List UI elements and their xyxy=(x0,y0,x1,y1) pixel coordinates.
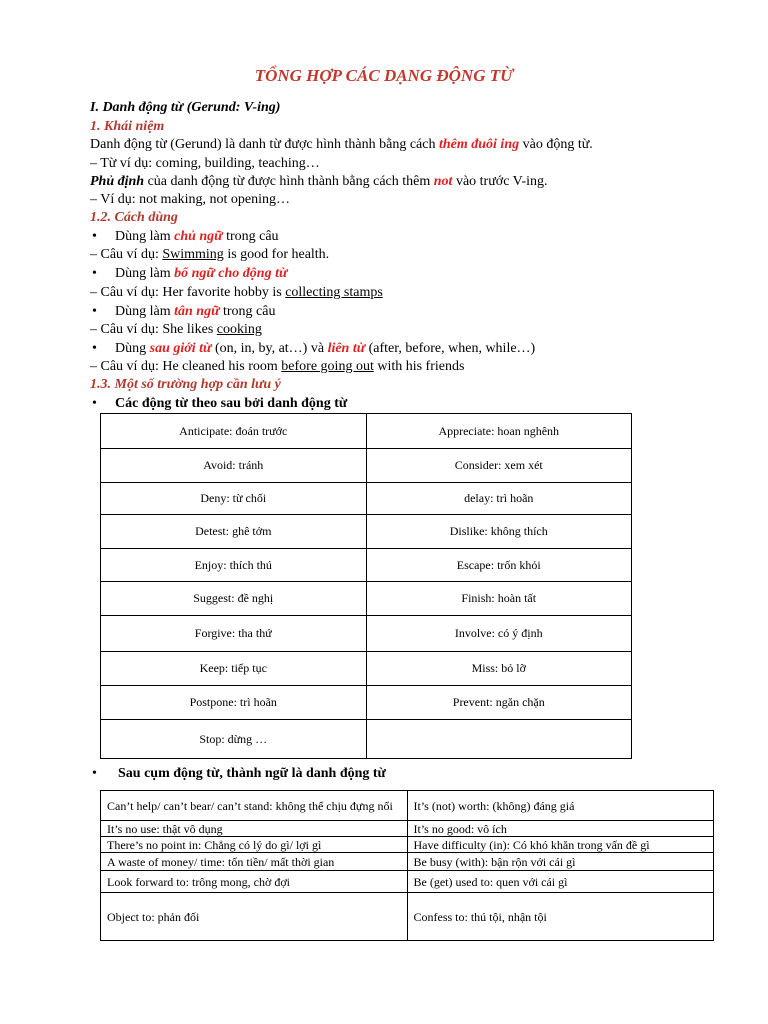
table-cell: Can’t help/ can’t bear/ can’t stand: không thể chịu đựng nổi xyxy=(101,791,408,821)
gerund-phrases-table xyxy=(100,790,714,941)
example-line-1: – Từ ví dụ: coming, building, teaching… xyxy=(90,156,320,171)
table-row xyxy=(101,720,632,759)
table-row xyxy=(101,549,632,582)
table-cell: Postpone: trì hoãn xyxy=(101,686,367,720)
table-cell: A waste of money/ time: tốn tiền/ mất thời gian xyxy=(101,853,408,871)
bullet-dot: • xyxy=(92,396,97,411)
table-cell: Anticipate: đoán trước xyxy=(101,414,367,449)
table-row xyxy=(101,616,632,652)
table-cell: Stop: dừng … xyxy=(101,720,367,759)
usage-subject-example: – Câu ví dụ: Swimming is good for health. xyxy=(90,247,330,262)
table-cell: Look forward to: trông mong, chờ đợi xyxy=(101,871,408,893)
usage-preposition-example: – Câu ví dụ: He cleaned his room before going out with his friends xyxy=(90,359,465,374)
bullet-dot: • xyxy=(92,304,97,319)
table-row xyxy=(101,652,632,686)
table-cell: Prevent: ngăn chặn xyxy=(366,686,632,720)
table-row xyxy=(101,871,714,893)
usage-subject: Dùng làm chủ ngữ trong câu xyxy=(115,229,279,244)
definition-line: Danh động từ (Gerund) là danh từ được hình thành bằng cách thêm đuôi ing vào động từ. xyxy=(90,137,593,152)
table-cell: Object to: phản đối xyxy=(101,893,408,941)
table-row xyxy=(101,893,714,941)
table-cell: It’s no use: thật vô dụng xyxy=(101,821,408,837)
table-cell: Appreciate: hoan nghênh xyxy=(366,414,632,449)
section-heading-gerund: I. Danh động từ (Gerund: V-ing) xyxy=(90,100,281,115)
page-title: TỔNG HỢP CÁC DẠNG ĐỘNG TỪ xyxy=(254,66,514,85)
table-row xyxy=(101,449,632,483)
table-cell: There’s no point in: Chẳng có lý do gì/ lợi gì xyxy=(101,837,408,853)
table-cell: Be busy (with): bận rộn với cái gì xyxy=(407,853,714,871)
table-cell: Miss: bỏ lỡ xyxy=(366,652,632,686)
usage-complement: Dùng làm bổ ngữ cho động từ xyxy=(115,266,288,281)
table-row xyxy=(101,483,632,515)
table-cell: Have difficulty (in): Có khó khăn trong vấn đề gì xyxy=(407,837,714,853)
negation-line: Phủ định của danh động từ được hình thành bằng cách thêm not vào trước V-ing. xyxy=(90,174,548,189)
gerund-verbs-table xyxy=(100,413,632,759)
table-cell: Finish: hoàn tất xyxy=(366,582,632,616)
table-cell: Involve: có ý định xyxy=(366,616,632,652)
usage-preposition: Dùng sau giới từ (on, in, by, at…) và liên từ (after, before, when, while…) xyxy=(115,341,536,356)
list-heading-phrases: Sau cụm động từ, thành ngữ là danh động từ xyxy=(118,766,386,781)
table-cell: It’s (not) worth: (không) đáng giá xyxy=(407,791,714,821)
usage-object-example: – Câu ví dụ: She likes cooking xyxy=(90,322,262,337)
table-cell: Be (get) used to: quen với cái gì xyxy=(407,871,714,893)
bullet-dot: • xyxy=(92,766,97,781)
table-cell: Escape: trốn khỏi xyxy=(366,549,632,582)
table-cell: Avoid: tránh xyxy=(101,449,367,483)
subheading-concept: 1. Khái niệm xyxy=(90,119,165,134)
table-cell: Deny: từ chối xyxy=(101,483,367,515)
table-cell: It’s no good: vô ích xyxy=(407,821,714,837)
table-row xyxy=(101,582,632,616)
table-cell: Suggest: đề nghị xyxy=(101,582,367,616)
table-row xyxy=(101,837,714,853)
table-cell xyxy=(366,720,632,759)
table-cell: Forgive: tha thứ xyxy=(101,616,367,652)
table-row xyxy=(101,515,632,549)
bullet-dot: • xyxy=(92,266,97,281)
table-cell: Consider: xem xét xyxy=(366,449,632,483)
table-cell: Enjoy: thích thú xyxy=(101,549,367,582)
list-heading-verbs: Các động từ theo sau bởi danh động từ xyxy=(115,396,348,411)
table-cell: Keep: tiếp tục xyxy=(101,652,367,686)
table-cell: delay: trì hoãn xyxy=(366,483,632,515)
table-row xyxy=(101,853,714,871)
usage-object: Dùng làm tân ngữ trong câu xyxy=(115,304,276,319)
bullet-dot: • xyxy=(92,341,97,356)
usage-complement-example: – Câu ví dụ: Her favorite hobby is collecting stamps xyxy=(90,285,383,300)
table-row xyxy=(101,686,632,720)
bullet-dot: • xyxy=(92,229,97,244)
table-row xyxy=(101,791,714,821)
subheading-usage: 1.2. Cách dùng xyxy=(90,210,178,225)
table-row xyxy=(101,414,632,449)
subheading-notes: 1.3. Một số trường hợp cần lưu ý xyxy=(90,377,281,392)
table-cell: Confess to: thú tội, nhận tội xyxy=(407,893,714,941)
table-cell: Dislike: không thích xyxy=(366,515,632,549)
table-row xyxy=(101,821,714,837)
example-line-2: – Ví dụ: not making, not opening… xyxy=(90,192,291,207)
table-cell: Detest: ghê tởm xyxy=(101,515,367,549)
